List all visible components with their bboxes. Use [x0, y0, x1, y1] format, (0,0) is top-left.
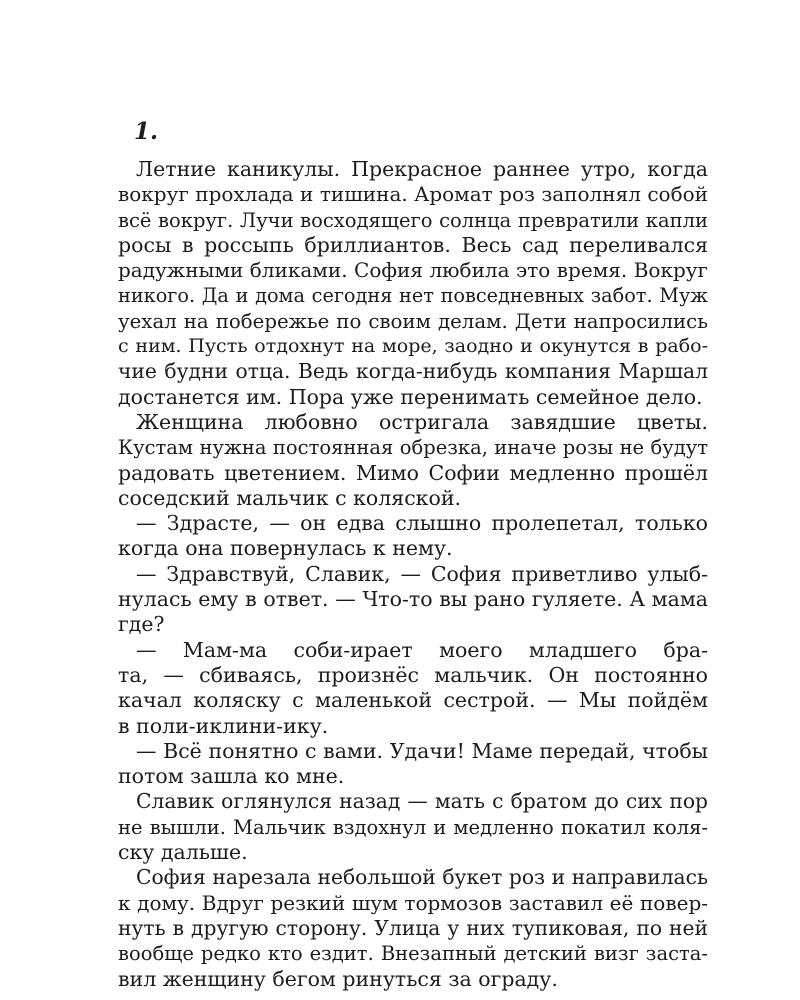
text-line: с ним. Пусть отдохнут на море, заодно и окунутся в рабо- — [118, 335, 708, 358]
text-line: потом зашла ко мне. — [118, 764, 345, 789]
text-line: соседский мальчик с коляской. — [118, 485, 462, 510]
text-line: качал коляску с маленькой сестрой. — Мы пойдём — [118, 688, 708, 713]
text-line: Женщина любовно остригала завядшие цветы. — [136, 409, 708, 434]
text-line: — Здрасте, — он едва слышно пролепетал, только — [136, 511, 708, 536]
text-line: вил женщину бегом ринуться за ограду. — [118, 966, 558, 991]
text-line: нуть в другую сторону. Улица у них тупиковая, по ней — [118, 915, 708, 940]
text-line: к дому. Вдруг резкий шум тормозов заставил её повер- — [118, 890, 708, 915]
text-line: — Мам-ма соби-ирает моего младшего бра- — [136, 637, 708, 662]
text-line: — Здравствуй, Славик, — София приветливо улыб- — [136, 561, 708, 586]
text-line: не вышли. Мальчик вздохнул и медленно покатил коля- — [118, 815, 708, 839]
text-line: чие будни отца. Ведь когда-нибудь компания Маршал — [118, 359, 708, 384]
text-line: Кустам нужна постоянная обрезка, иначе розы не будут — [118, 436, 708, 460]
text-line: — Всё понятно с вами. Удачи! Маме передай, чтобы — [136, 738, 708, 763]
text-line: София нарезала небольшой букет роз и направилась — [136, 865, 708, 890]
chapter-body-text — [118, 157, 708, 992]
text-line: уехал на побережье по своим делам. Дети напросились — [118, 309, 708, 333]
text-line: вообще редко кто ездит. Внезапный детский визг заста- — [118, 942, 708, 966]
text-line: нулась ему в ответ. — Что-то вы рано гуляете. А мама — [118, 587, 708, 612]
text-line: радужными бликами. София любила это время. Вокруг — [118, 258, 708, 283]
text-line: в поли-иклини-ику. — [118, 713, 329, 738]
text-line: росы в россыпь бриллиантов. Весь сад переливался — [118, 232, 708, 257]
text-line: вокруг прохлада и тишина. Аромат роз заполнял собой — [118, 182, 708, 207]
text-line: радовать цветением. Мимо Софии медленно прошёл — [118, 460, 708, 485]
text-line: всё вокруг. Лучи восходящего солнца превратили капли — [118, 208, 708, 232]
text-line: ску дальше. — [118, 840, 248, 865]
text-line: когда она повернулась к нему. — [118, 536, 453, 561]
text-line: Летние каникулы. Прекрасное раннее утро, когда — [136, 157, 708, 181]
chapter-number: 1. — [134, 118, 159, 145]
text-line: где? — [118, 612, 165, 637]
text-line: Славик оглянулся назад — мать с братом до сих пор — [136, 789, 708, 814]
text-line: никого. Да и дома сегодня нет повседневных забот. Муж — [118, 284, 708, 308]
text-line: та, — сбиваясь, произнёс мальчик. Он постоянно — [118, 662, 708, 687]
text-line: достанется им. Пора уже перенимать семейное дело. — [118, 384, 703, 409]
